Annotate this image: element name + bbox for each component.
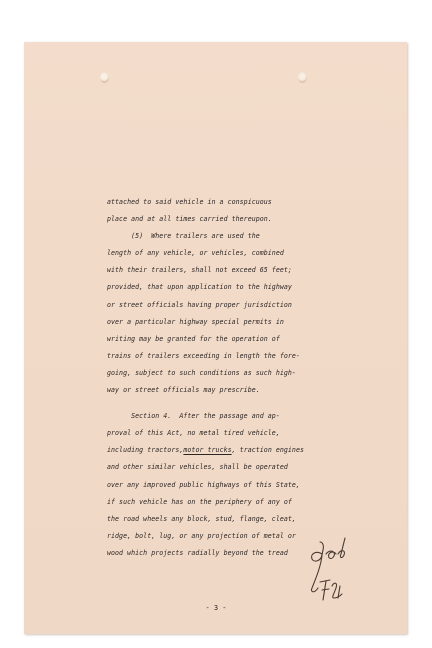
text-segment: with their trailers, shall not exceed 65 feet;	[107, 266, 292, 275]
text-line	[107, 511, 352, 528]
punch-hole-left	[100, 72, 109, 83]
text-line	[107, 314, 352, 331]
punch-hole-right	[298, 72, 307, 83]
text-line	[107, 211, 352, 228]
text-segment: (5) Where trailers are used the	[107, 232, 260, 241]
text-segment: ridge, bolt, lug, or any projection of metal or	[107, 531, 296, 540]
text-segment: the road wheels any block, stud, flange, cleat,	[107, 514, 296, 523]
text-segment: trains of trailers exceeding in length the fore-	[107, 351, 300, 360]
text-segment: writing may be granted for the operation of	[107, 334, 280, 343]
text-segment: over any improved public highways of this State,	[107, 480, 300, 489]
text-line	[107, 245, 352, 262]
page-number: - 3 -	[205, 604, 227, 612]
text-segment: length of any vehicle, or vehicles, combined	[107, 249, 284, 258]
underlined-text: motor trucks	[183, 446, 232, 455]
typed-body-text	[107, 194, 352, 562]
paragraph-gap	[107, 399, 352, 408]
text-segment: or street officials having proper jurisdiction	[107, 300, 292, 309]
text-line	[107, 459, 352, 476]
text-line	[107, 442, 352, 459]
handwritten-initials	[296, 528, 356, 604]
text-line	[107, 477, 352, 494]
text-line	[107, 382, 352, 399]
text-segment: , traction engines	[231, 446, 304, 455]
text-segment: if such vehicle has on the periphery of any of	[107, 497, 292, 506]
text-line	[107, 494, 352, 511]
text-segment: proval of this Act, no metal tired vehicle,	[107, 429, 280, 438]
text-line	[107, 365, 352, 382]
text-segment: way or street officials may prescribe.	[107, 386, 260, 395]
text-line	[107, 408, 352, 425]
text-line	[107, 297, 352, 314]
text-line	[107, 348, 352, 365]
text-segment: Section 4. After the passage and ap-	[107, 412, 280, 421]
text-segment: place and at all times carried thereupon.	[107, 215, 272, 224]
text-segment: including tractors,	[107, 446, 184, 455]
text-segment: going, subject to such conditions as such high-	[107, 368, 296, 377]
text-line	[107, 279, 352, 296]
text-line	[107, 228, 352, 245]
text-segment: wood which projects radially beyond the tread	[107, 548, 288, 557]
text-line	[107, 262, 352, 279]
text-segment: and other similar vehicles, shall be operated	[107, 463, 288, 472]
text-line	[107, 194, 352, 211]
text-segment: attached to said vehicle in a conspicuous	[107, 198, 272, 206]
text-segment: over a particular highway special permits in	[107, 317, 284, 326]
text-line	[107, 331, 352, 348]
text-segment: provided, that upon application to the highway	[107, 283, 292, 292]
text-line	[107, 425, 352, 442]
